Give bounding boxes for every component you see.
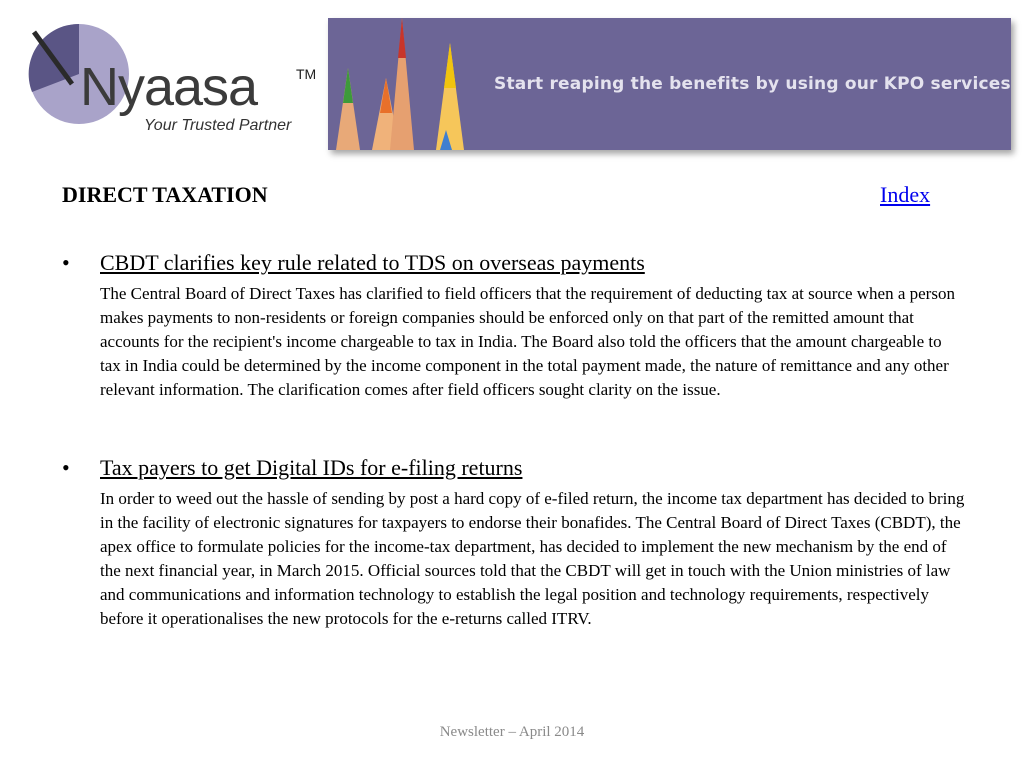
bullet-icon: • <box>62 455 70 480</box>
bullet-icon: • <box>62 250 70 275</box>
article-title: CBDT clarifies key rule related to TDS on overseas payments <box>100 250 645 275</box>
section-heading: DIRECT TAXATION <box>62 182 268 207</box>
article-title: Tax payers to get Digital IDs for e-filing returns <box>100 455 523 480</box>
article-body: In order to weed out the hassle of sending by post a hard copy of e-filed return, the income tax department has decided to bring in the facility of electronic signatures for taxpayers to endorse their bonafides. The Central Board of Direct Taxes (CBDT), the apex office to formulate policies for the income-tax department, has decided to implement the new mechanism by the end of the next financial year, in March 2015. Official sources told that the CBDT will get in touch with the Union ministries of law and communications and information technology to establish the legal position and technology requirements, respectively before it operationalises the new protocols for the e-returns called ITRV. <box>100 489 965 628</box>
company-logo <box>24 22 324 142</box>
pencils-icon <box>328 18 488 150</box>
newsletter-footer: Newsletter – April 2014 <box>439 724 585 740</box>
logo-trademark: TM <box>296 66 317 82</box>
logo-wordmark: Nyaasa <box>80 57 258 117</box>
article-body: The Central Board of Direct Taxes has clarified to field officers that the requirement of deducting tax at source when a person makes payments to non-residents or foreign companies should be enforced only on that part of the remitted amount that accounts for the recipient's income chargeable to tax in India. The Board also told the officers that the amount chargeable to tax in India could be determined by the income component in the total payment made, the nature of remittance and any other relevant information. The clarification comes after field officers sought clarity on the issue. <box>100 284 955 399</box>
logo-tagline: Your Trusted Partner <box>144 117 292 134</box>
index-link[interactable]: Index <box>880 182 931 207</box>
kpo-banner <box>328 18 1011 150</box>
banner-slogan: Start reaping the benefits by using our KPO services <box>494 74 1011 94</box>
